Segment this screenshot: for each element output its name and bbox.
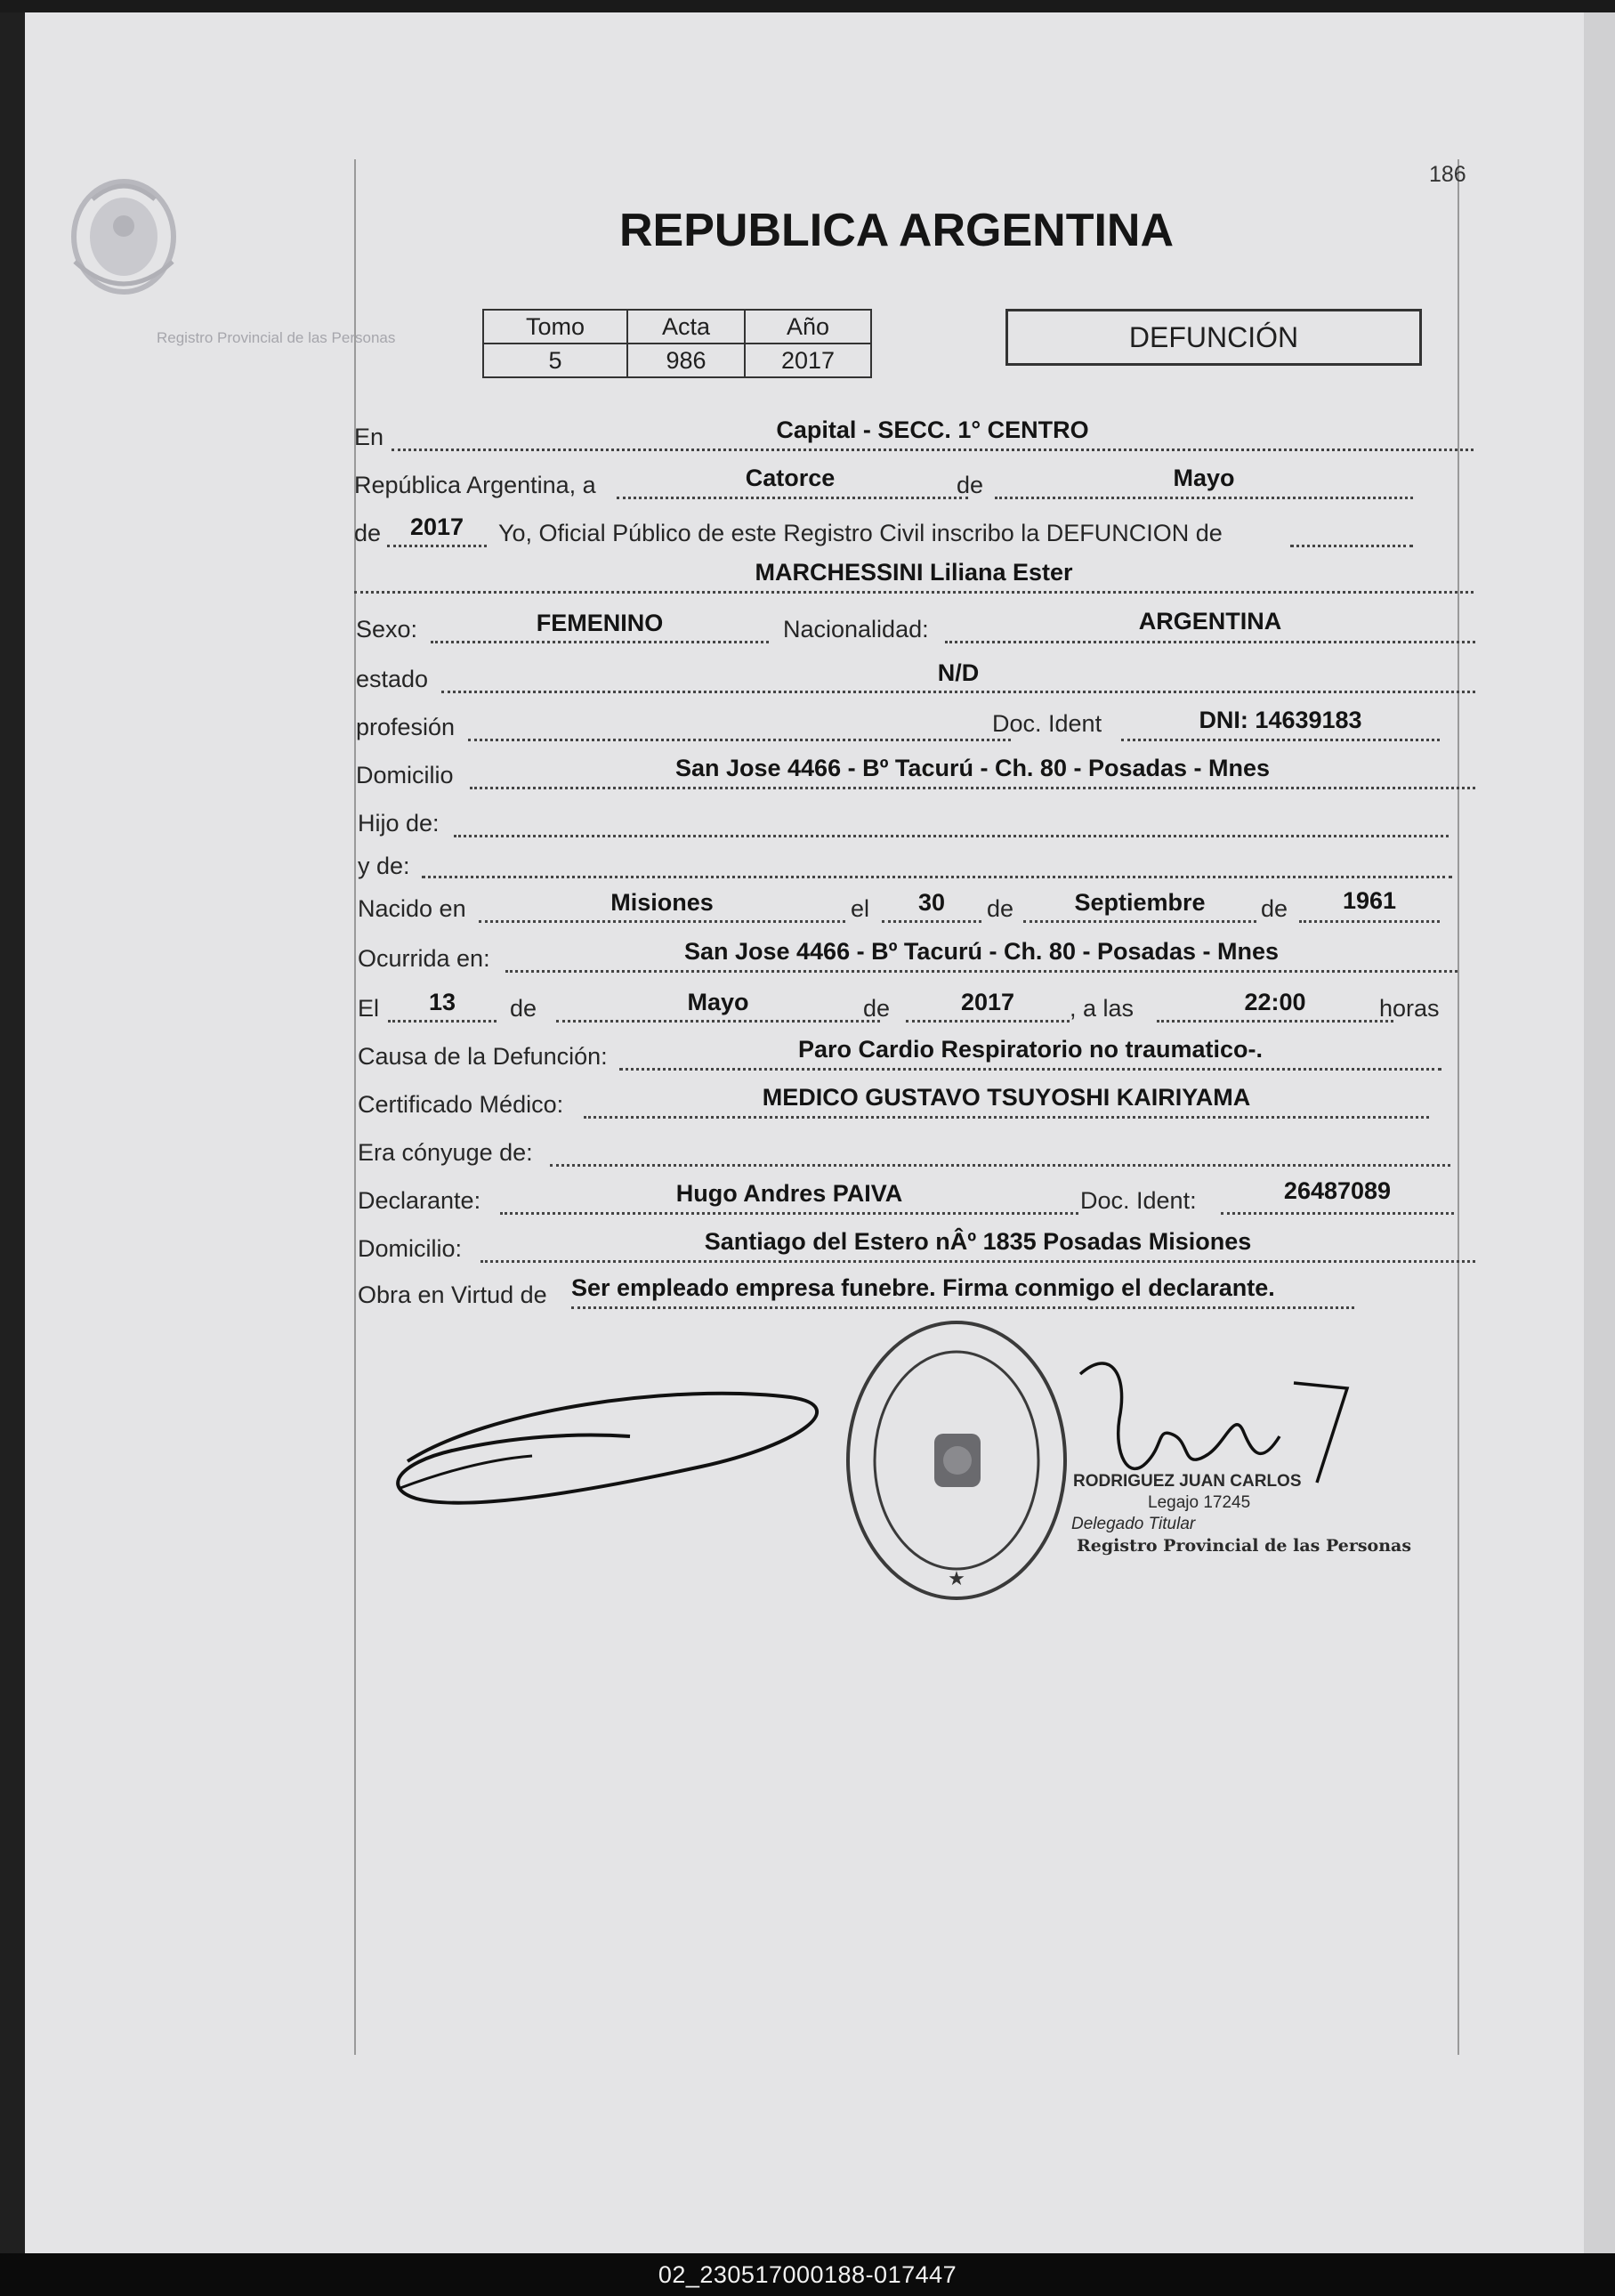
label-nacido-en: Nacido en: [358, 895, 466, 922]
seal-caption-text: Registro Provincial de las Personas: [157, 329, 396, 346]
dotted-line-declarante: [500, 1212, 1078, 1215]
page-number: 186: [1429, 162, 1466, 187]
label-horas: horas: [1379, 995, 1440, 1022]
dotted-line-def-hora: [1157, 1020, 1393, 1023]
value-sexo: FEMENINO: [536, 610, 664, 636]
file-id-bar: [0, 2253, 1615, 2296]
dotted-line-nac-mes: [1023, 920, 1256, 923]
official-name: RODRIGUEZ JUAN CARLOS: [1073, 1472, 1302, 1491]
document-type-box: DEFUNCIÓN: [1005, 309, 1422, 366]
value-def-mes: Mayo: [687, 989, 749, 1015]
label-de-3: de: [987, 895, 1014, 922]
dotted-line-def-mes: [556, 1020, 880, 1023]
label-hijo-de: Hijo de:: [358, 810, 440, 837]
value-def-hora: 22:00: [1244, 989, 1306, 1015]
value-nacido-en: Misiones: [610, 889, 714, 916]
dotted-line-domicilio: [470, 787, 1475, 789]
label-de-4: de: [1261, 895, 1288, 922]
value-obra: Ser empleado empresa funebre. Firma conmigo el declarante.: [571, 1274, 1275, 1301]
svg-text:★: ★: [948, 1568, 965, 1590]
value-nacionalidad: ARGENTINA: [1138, 608, 1282, 635]
dotted-line-certificado: [584, 1116, 1429, 1119]
label-ocurrida-en: Ocurrida en:: [358, 945, 490, 972]
dotted-line-obra: [571, 1306, 1354, 1309]
seal-caption: [157, 329, 395, 347]
register-value-anio: 2017: [745, 344, 871, 377]
dotted-line-nacido-en: [479, 920, 845, 923]
value-domicilio: San Jose 4466 - Bº Tacurú - Ch. 80 - Posadas - Mnes: [674, 755, 1271, 781]
label-y-de: y de:: [358, 853, 410, 879]
register-header-acta: Acta: [627, 310, 745, 344]
register-table: [482, 309, 872, 378]
label-en: En: [354, 424, 384, 450]
label-declarante: Declarante:: [358, 1187, 481, 1214]
document-title: REPUBLICA ARGENTINA: [618, 205, 1175, 256]
top-scan-border: [0, 0, 1615, 12]
label-domicilio: Domicilio: [356, 762, 454, 788]
value-declarante-doc: 26487089: [1283, 1177, 1392, 1204]
register-header-row: [483, 310, 871, 344]
dotted-line-sexo: [431, 641, 769, 643]
value-nac-dia: 30: [917, 889, 946, 916]
declarante-signature: [381, 1374, 844, 1525]
label-de-1: de: [957, 472, 984, 498]
official-legajo: Legajo 17245: [1148, 1493, 1251, 1512]
dotted-line-nacionalidad: [945, 641, 1475, 643]
dotted-line-y-de: [422, 876, 1452, 878]
label-domicilio-2: Domicilio:: [358, 1235, 463, 1262]
value-def-anio: 2017: [960, 989, 1015, 1015]
dotted-line-declarante-domicilio: [480, 1260, 1475, 1263]
label-republica: República Argentina, a: [354, 472, 596, 498]
dotted-line-doc: [1121, 739, 1440, 741]
value-nombre: MARCHESSINI Liliana Ester: [755, 559, 1073, 586]
dotted-line-def-anio: [906, 1020, 1070, 1023]
dotted-line-anio: [387, 545, 487, 547]
dotted-line-hijo-de: [454, 835, 1449, 837]
dotted-line-profesion: [468, 739, 1011, 741]
value-ocurrida-en: San Jose 4466 - Bº Tacurú - Ch. 80 - Posadas - Mnes: [683, 938, 1280, 965]
dotted-line-lugar: [392, 449, 1474, 451]
label-conyuge: Era cónyuge de:: [358, 1139, 533, 1166]
label-sexo: Sexo:: [356, 616, 418, 643]
dotted-line-mes: [995, 497, 1413, 499]
register-value-row: [483, 344, 871, 377]
value-mes-inscripcion: Mayo: [1173, 465, 1235, 491]
label-el-cap: El: [358, 995, 380, 1022]
label-doc-ident: Doc. Ident: [992, 710, 1102, 737]
label-profesion: profesión: [356, 714, 456, 740]
value-declarante-domicilio: Santiago del Estero nÂº 1835 Posadas Misiones: [704, 1228, 1252, 1255]
label-nacionalidad: Nacionalidad:: [783, 616, 929, 643]
label-obra: Obra en Virtud de: [358, 1281, 547, 1308]
label-estado: estado: [356, 666, 429, 692]
document-page: [25, 12, 1584, 2253]
official-cargo: Delegado Titular: [1071, 1515, 1196, 1533]
register-value-tomo: 5: [483, 344, 627, 377]
dotted-line-nac-dia: [882, 920, 981, 923]
label-de-2: de: [354, 520, 382, 546]
dotted-line-nombre: [354, 591, 1474, 594]
label-a-las: , a las: [1070, 995, 1135, 1022]
value-dia-letras: Catorce: [745, 465, 836, 491]
dotted-line-nac-anio: [1299, 920, 1440, 923]
label-causa: Causa de la Defunción:: [358, 1043, 608, 1070]
register-header-anio: Año: [745, 310, 871, 344]
register-value-acta: 986: [627, 344, 745, 377]
dotted-line-causa: [619, 1068, 1441, 1071]
dotted-line-ocurrida-en: [505, 970, 1458, 973]
value-estado: N/D: [937, 659, 980, 686]
value-doc: DNI: 14639183: [1199, 707, 1362, 733]
label-de-6: de: [863, 995, 891, 1022]
value-def-dia: 13: [428, 989, 456, 1015]
dotted-line-continuation: [1290, 545, 1413, 547]
value-nac-anio: 1961: [1342, 887, 1397, 914]
label-yo-oficial: Yo, Oficial Público de este Registro Civil inscribo la DEFUNCION de: [498, 520, 1223, 546]
value-anio-inscripcion: 2017: [409, 513, 464, 540]
dotted-line-conyuge: [550, 1164, 1450, 1167]
value-causa: Paro Cardio Respiratorio no traumatico-.: [797, 1036, 1264, 1063]
dotted-line-estado: [441, 691, 1475, 693]
label-de-5: de: [510, 995, 537, 1022]
dotted-line-def-dia: [388, 1020, 497, 1023]
label-el: el: [851, 895, 870, 922]
label-doc-ident-2: Doc. Ident:: [1080, 1187, 1197, 1214]
label-certificado: Certificado Médico:: [358, 1091, 564, 1118]
value-nac-mes: Septiembre: [1074, 889, 1206, 916]
dotted-line-declarante-doc: [1221, 1212, 1454, 1215]
file-id: 02_230517000188-017447: [658, 2261, 957, 2288]
value-lugar: Capital - SECC. 1° CENTRO: [776, 416, 1089, 443]
value-certificado: MEDICO GUSTAVO TSUYOSHI KAIRIYAMA: [762, 1084, 1251, 1111]
register-header-tomo: Tomo: [483, 310, 627, 344]
official-registro: Registro Provincial de las Personas: [1077, 1536, 1412, 1556]
value-declarante: Hugo Andres PAIVA: [675, 1180, 903, 1207]
official-stamp: [836, 1314, 1077, 1607]
dotted-line-dia: [617, 497, 968, 499]
